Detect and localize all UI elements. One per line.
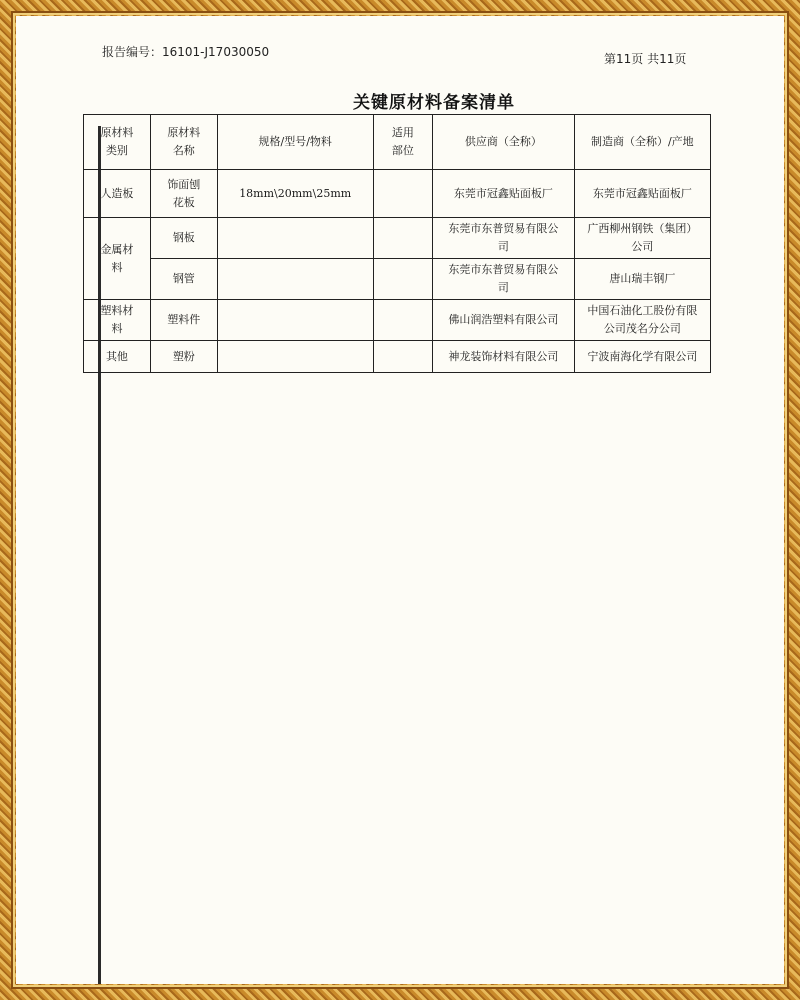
table-row — [84, 341, 711, 373]
header-category: 原材料 类别 — [84, 115, 151, 170]
header-supplier: 供应商（全称） — [433, 115, 575, 170]
cell-category: 人造板 — [84, 170, 151, 218]
cell-spec — [217, 259, 373, 300]
document-title: 关键原材料备案清单 — [353, 93, 515, 113]
report-number: 报告编号：16101-J17030050 — [102, 45, 270, 59]
header-spec: 规格/型号/物料 — [217, 115, 373, 170]
cell-category: 其他 — [84, 341, 151, 373]
cell-manufacturer: 唐山瑞丰钢厂 — [574, 259, 710, 300]
cell-category: 塑料材 料 — [84, 300, 151, 341]
table-row — [84, 170, 711, 218]
cell-supplier: 东莞市冠鑫贴面板厂 — [433, 170, 575, 218]
cell-supplier: 东莞市东普贸易有限公 司 — [433, 259, 575, 300]
table-row — [84, 300, 711, 341]
page-indicator: 第11页 共11页 — [604, 52, 687, 66]
table-header-row — [84, 115, 711, 170]
cell-category: 金属材 料 — [84, 218, 151, 300]
materials-table — [83, 114, 711, 373]
document-page — [16, 16, 784, 984]
cell-supplier: 东莞市东普贸易有限公 司 — [433, 218, 575, 259]
cell-manufacturer: 东莞市冠鑫贴面板厂 — [574, 170, 710, 218]
cell-name: 钢板 — [150, 218, 217, 259]
cell-spec — [217, 300, 373, 341]
table-row — [84, 259, 711, 300]
cell-supplier: 神龙装饰材料有限公司 — [433, 341, 575, 373]
header-name: 原材料 名称 — [150, 115, 217, 170]
cell-name: 钢管 — [150, 259, 217, 300]
table-row — [84, 218, 711, 259]
header-part: 适用 部位 — [373, 115, 433, 170]
cell-supplier: 佛山润浩塑料有限公司 — [433, 300, 575, 341]
cell-spec: 18mm\20mm\25mm — [217, 170, 373, 218]
cell-part — [373, 300, 433, 341]
cell-name: 塑粉 — [150, 341, 217, 373]
cell-manufacturer: 宁波南海化学有限公司 — [574, 341, 710, 373]
cell-manufacturer: 中国石油化工股份有限 公司茂名分公司 — [574, 300, 710, 341]
cell-part — [373, 218, 433, 259]
cell-name: 塑料件 — [150, 300, 217, 341]
header-manufacturer: 制造商（全称）/产地 — [574, 115, 710, 170]
cell-spec — [217, 218, 373, 259]
cell-manufacturer: 广西柳州钢铁（集团） 公司 — [574, 218, 710, 259]
cell-part — [373, 259, 433, 300]
cell-part — [373, 170, 433, 218]
cell-name: 饰面刨 花板 — [150, 170, 217, 218]
cell-part — [373, 341, 433, 373]
cell-spec — [217, 341, 373, 373]
